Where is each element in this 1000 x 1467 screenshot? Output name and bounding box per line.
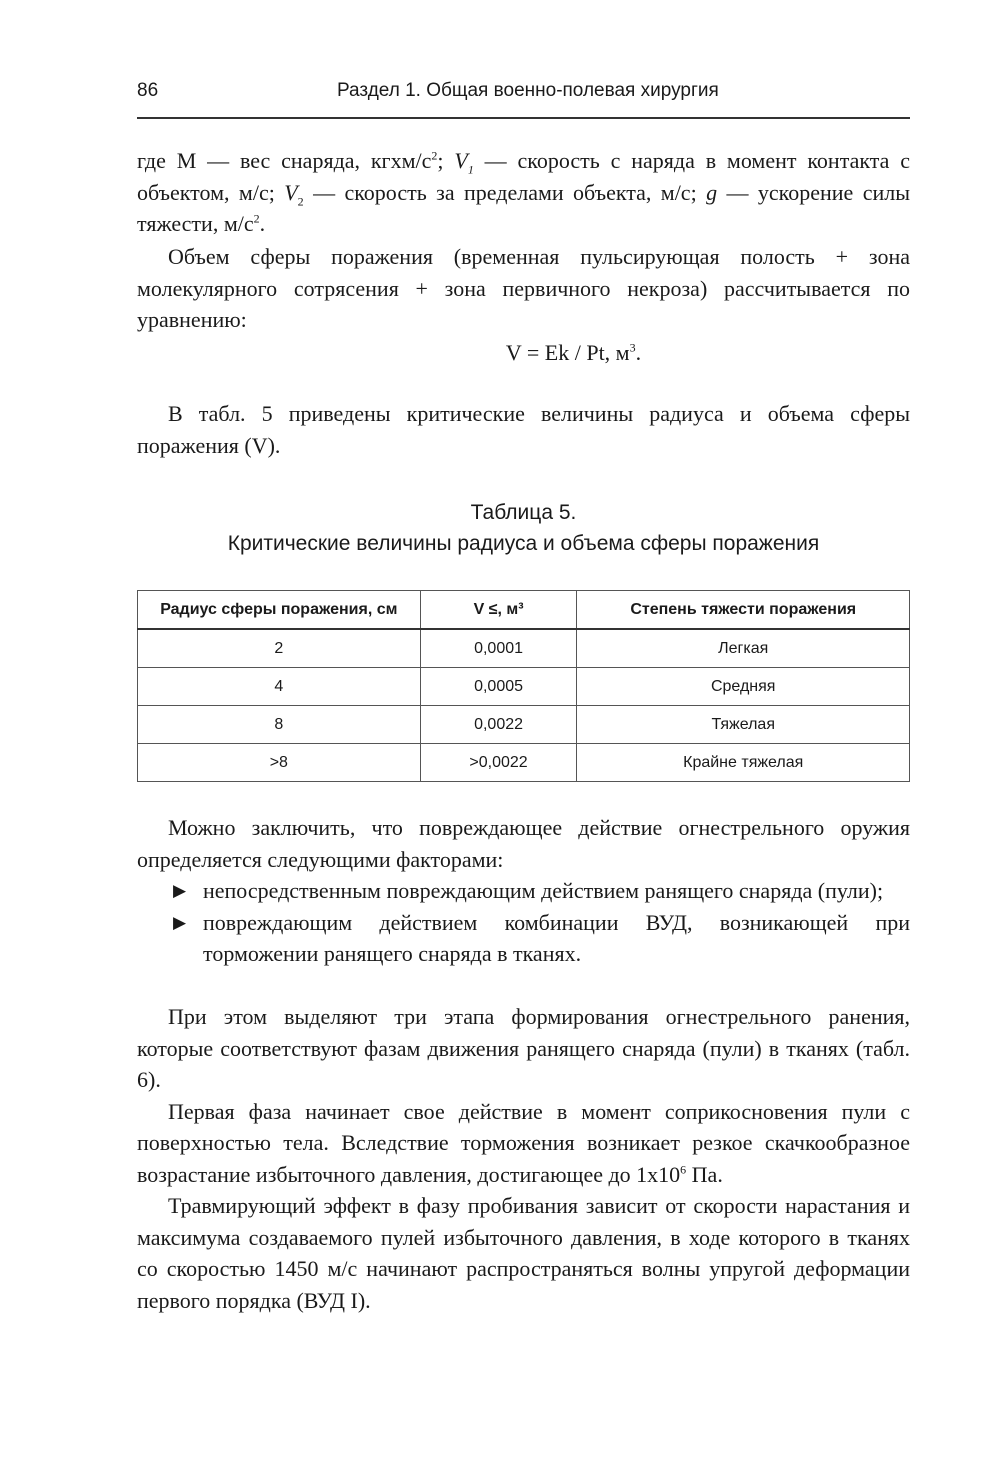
paragraph-first-phase [137,1096,910,1191]
paragraph-text: Объем сферы поражения (временная пульсирующая полость + зона молекулярного сотрясения + зона первичного некроза) рассчитывается по уравнению: [137,244,910,332]
text: где М — вес снаряда, кгхм/с [137,148,432,173]
subscript: 1 [467,162,474,177]
factor-list [137,875,910,970]
paragraph-text: Травмирующий эффект в фазу пробивания зависит от скорости нарастания и максимума создаваемого пулей избыточного давления, в ходе которого в тканях со скоростью 1450 м/с начинают распространяться волны упругой деформации первого порядка (ВУД I). [137,1193,910,1313]
list-item [137,907,910,970]
paragraph-variables [137,145,910,240]
superscript: 2 [431,148,438,163]
text: Первая фаза начинает свое действие в момент соприкосновения пули с поверхностью тела. Вследствие торможения возникает резкое скачкообразное возрастание избыточного давления, достигающее до 1х10 [137,1098,910,1187]
cell-severity: Средняя [577,668,910,706]
table-row [138,629,910,668]
text: — ускорение силы тяжести, м/с [137,179,910,236]
list-item-text: повреждающим действием комбинации ВУД, возникающей при торможении ранящего снаряда в тканях. [203,909,910,966]
cell-volume: 0,0001 [420,629,577,668]
text: . [635,340,642,365]
triangle-bullet-icon: ▶ [173,912,187,932]
phases-section [137,1001,910,1316]
cell-severity: Крайне тяжелая [577,744,910,782]
formula [137,337,910,369]
variable-v1: V [454,148,468,173]
text: . [259,211,266,236]
table-row [138,706,910,744]
table-row [138,744,910,782]
cell-volume: >0,0022 [420,744,577,782]
text: ; [437,148,455,173]
cell-severity: Легкая [577,629,910,668]
table-number: Таблица 5. [470,501,577,524]
header-divider [137,117,910,119]
paragraph-text: В табл. 5 приведены критические величины радиуса и объема сферы поражения (V). [137,401,910,458]
table-caption [137,497,910,559]
subscript: 2 [297,193,304,208]
section-title: Раздел 1. Общая военно-полевая хирургия [337,80,719,101]
superscript: 2 [253,211,260,226]
triangle-bullet-icon: ▶ [173,881,187,900]
formula-text: V = Ek / Pt, м [505,340,630,365]
cell-volume: 0,0022 [420,706,577,744]
text: — скорость за пределами объекта, м/с; [303,179,707,205]
cell-volume: 0,0005 [420,668,577,706]
table-header-row [138,591,910,630]
cell-severity: Тяжелая [577,706,910,744]
list-item-text: непосредственным повреждающим действием ранящего снаряда (пули); [203,878,884,903]
cell-radius: >8 [138,744,421,782]
variable-g: g [706,179,718,205]
superscript: 3 [629,340,636,355]
list-item [137,875,910,907]
variable-v2: V [284,179,298,205]
text: Па. [686,1161,723,1187]
cell-radius: 8 [138,706,421,744]
paragraph-volume [137,241,910,336]
column-header-severity: Степень тяжести поражения [577,591,910,630]
cell-radius: 2 [138,629,421,668]
column-header-volume: V ≤, м³ [420,591,577,630]
superscript: 6 [680,1162,687,1177]
conclusion-section [137,812,910,970]
critical-values-table [137,590,910,782]
page-number: 86 [137,80,159,101]
table-title: Критические величины радиуса и объема сферы поражения [227,532,820,555]
table-row [138,668,910,706]
text: — скорость с наряда в момент контакта с объектом, м/с; [137,148,910,205]
running-header [137,80,910,110]
cell-radius: 4 [138,668,421,706]
paragraph-table-ref [137,398,910,461]
column-header-radius: Радиус сферы поражения, см [138,591,421,630]
paragraph-text: При этом выделяют три этапа формирования огнестрельного ранения, которые соответствуют фазам движения ранящего снаряда (пули) в тканях (табл. 6). [137,1004,910,1092]
paragraph-text: Можно заключить, что повреждающее действие огнестрельного оружия определяется следующими факторами: [137,815,910,872]
